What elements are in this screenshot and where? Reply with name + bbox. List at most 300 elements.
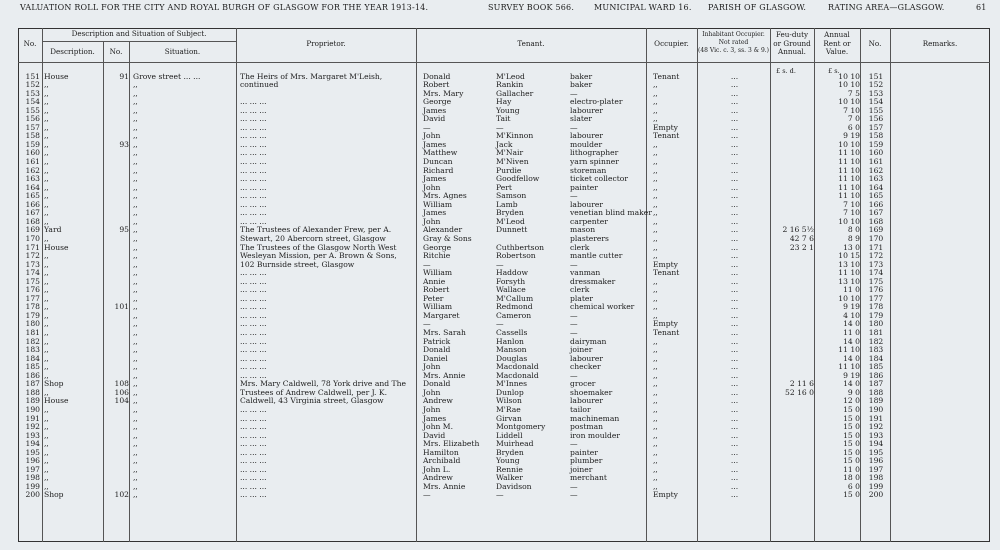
- proprietor: ... ... ...: [240, 430, 267, 440]
- situation: ,,: [133, 97, 138, 107]
- row-number: 161: [25, 157, 40, 166]
- row-number-right: 192: [868, 422, 884, 432]
- description: ,,: [44, 259, 49, 269]
- tenant-surname: M'Nair: [496, 148, 524, 158]
- rent-line: Rent or: [823, 38, 851, 48]
- street-number: 91: [119, 71, 129, 81]
- annual-rent: 9 19: [843, 131, 860, 141]
- annual-rent: 4 10: [843, 310, 860, 320]
- feu-duty: 2 16 5½: [782, 225, 814, 235]
- tenant-surname: Redmond: [496, 302, 533, 312]
- description: ,,: [44, 430, 49, 440]
- street-number: 93: [119, 139, 129, 149]
- situation: ,,: [133, 413, 138, 423]
- row-number: 175: [25, 276, 40, 286]
- proprietor: ... ... ...: [240, 148, 267, 158]
- occupier-status: Empty: [653, 490, 678, 500]
- tenant-occupation: iron moulder: [570, 430, 621, 440]
- row-number: 199: [25, 481, 40, 491]
- occupier-status: ,,: [653, 293, 658, 303]
- proprietor: The Trustees of Alexander Frew, per A.: [240, 225, 392, 235]
- situation: ,,: [133, 122, 138, 132]
- table-row: [18, 115, 990, 124]
- proprietor: ... ... ...: [240, 464, 267, 474]
- row-number-right: 196: [868, 456, 884, 466]
- proprietor: ... ... ...: [240, 105, 267, 115]
- tenant-occupation: —: [570, 490, 578, 500]
- situation: ,,: [133, 353, 138, 363]
- annual-rent: 14 0: [843, 319, 860, 329]
- col-header-occupier: Occupier.: [654, 39, 689, 48]
- tenant-forename: John: [423, 131, 441, 141]
- annual-rent: 11 10: [838, 268, 860, 278]
- inhabitant-occupier: ...: [730, 148, 739, 158]
- tenant-surname: —: [496, 490, 504, 500]
- annual-rent: 9 19: [843, 302, 860, 312]
- situation: ,,: [133, 199, 138, 209]
- tenant-surname: Girvan: [496, 413, 522, 423]
- row-number-right: 181: [868, 328, 884, 337]
- description: ,,: [44, 122, 49, 132]
- tenant-forename: John: [423, 216, 441, 226]
- situation: ,,: [133, 216, 138, 226]
- row-number: 172: [25, 251, 40, 261]
- rating-area: RATING AREA—GLASGOW.: [828, 3, 945, 12]
- tenant-surname: Cassells: [496, 328, 528, 337]
- row-number-right: 186: [868, 370, 884, 380]
- feu-line: or Ground: [773, 38, 811, 48]
- survey-book: SURVEY BOOK 566.: [488, 3, 575, 12]
- tenant-surname: Bryden: [496, 447, 524, 457]
- row-number-right: 194: [868, 439, 884, 449]
- occupier-status: Tenant: [653, 71, 680, 81]
- col-header-remarks: Remarks.: [922, 39, 958, 48]
- inhabitant-occupier: ...: [730, 122, 739, 132]
- tenant-occupation: ticket collector: [570, 174, 628, 184]
- situation: ,,: [133, 268, 138, 278]
- proprietor: ... ... ...: [240, 268, 267, 278]
- annual-rent: 15 0: [843, 422, 860, 432]
- inhabitant-occupier: ...: [730, 362, 739, 372]
- tenant-surname: Young: [496, 456, 520, 466]
- situation: ,,: [133, 233, 138, 243]
- description: ,,: [44, 139, 49, 149]
- tenant-surname: Cameron: [496, 310, 532, 320]
- tenant-occupation: —: [570, 310, 578, 320]
- proprietor: ... ... ...: [240, 97, 267, 107]
- situation: ,,: [133, 148, 138, 158]
- proprietor: ... ... ...: [240, 370, 267, 380]
- tenant-forename: Mrs. Sarah: [423, 328, 466, 337]
- situation: ,,: [133, 387, 138, 397]
- occupier-status: ,,: [653, 379, 658, 389]
- row-number: 180: [25, 319, 40, 329]
- description: ,,: [44, 174, 49, 184]
- tenant-forename: Gray & Sons: [423, 233, 472, 243]
- row-number-right: 152: [868, 80, 884, 90]
- proprietor: ... ... ...: [240, 413, 267, 423]
- row-number: 188: [25, 387, 40, 397]
- occupier-status: ,,: [653, 447, 658, 457]
- description: ,,: [44, 439, 49, 449]
- occupier-status: ,,: [653, 473, 658, 483]
- tenant-forename: James: [423, 105, 447, 115]
- row-number: 178: [25, 302, 40, 312]
- situation: ,,: [133, 208, 138, 218]
- inhabitant-occupier: ...: [730, 387, 739, 397]
- occupier-status: ,,: [653, 208, 658, 218]
- row-number-right: 190: [868, 404, 884, 414]
- description: ,,: [44, 114, 49, 124]
- col-header-inhabitant: [697, 31, 770, 55]
- tenant-surname: Goodfellow: [496, 174, 540, 184]
- situation: ,,: [133, 430, 138, 440]
- row-number: 168: [25, 216, 40, 226]
- tenant-occupation: —: [570, 88, 578, 98]
- proprietor: ... ... ...: [240, 456, 267, 466]
- proprietor: ... ... ...: [240, 404, 267, 414]
- description: ,,: [44, 131, 49, 141]
- inhabitant-occupier: ...: [730, 97, 739, 107]
- col-header-proprietor: Proprietor.: [306, 39, 346, 48]
- inhabitant-occupier: ...: [730, 251, 739, 261]
- inhabitant-occupier: ...: [730, 131, 739, 141]
- tenant-forename: George: [423, 242, 452, 252]
- tenant-forename: David: [423, 114, 446, 124]
- tenant-forename: —: [423, 122, 431, 132]
- situation: ,,: [133, 157, 138, 166]
- col-header-feu-duty: [770, 31, 814, 57]
- proprietor: ... ... ...: [240, 276, 267, 286]
- description: ,,: [44, 157, 49, 166]
- row-number-right: 183: [868, 345, 884, 355]
- tenant-surname: Young: [496, 105, 520, 115]
- tenant-forename: Matthew: [423, 148, 458, 158]
- situation: ,,: [133, 439, 138, 449]
- occupier-status: ,,: [653, 191, 658, 201]
- row-number-right: 171: [868, 242, 884, 252]
- row-number: 182: [25, 336, 40, 346]
- annual-rent: 10 10: [838, 139, 860, 149]
- tenant-forename: —: [423, 319, 431, 329]
- tenant-forename: John: [423, 387, 441, 397]
- tenant-surname: Macdonald: [496, 362, 539, 372]
- row-number: 170: [25, 233, 40, 243]
- tenant-occupation: dressmaker: [570, 276, 616, 286]
- description: ,,: [44, 387, 49, 397]
- description: Shop: [44, 490, 64, 500]
- tenant-occupation: —: [570, 122, 578, 132]
- proprietor: ... ... ...: [240, 473, 267, 483]
- inhabitant-occupier: ...: [730, 464, 739, 474]
- tenant-occupation: moulder: [570, 139, 603, 149]
- tenant-occupation: plumber: [570, 456, 603, 466]
- tenant-surname: Wilson: [496, 396, 522, 406]
- tenant-forename: James: [423, 174, 447, 184]
- tenant-occupation: shoemaker: [570, 387, 613, 397]
- description: ,,: [44, 362, 49, 372]
- description: ,,: [44, 276, 49, 286]
- situation: ,,: [133, 276, 138, 286]
- annual-rent: 15 0: [843, 447, 860, 457]
- situation: ,,: [133, 456, 138, 466]
- occupier-status: ,,: [653, 157, 658, 166]
- inhabitant-occupier: ...: [730, 157, 739, 166]
- annual-rent: 11 0: [843, 285, 860, 295]
- tenant-occupation: storeman: [570, 165, 607, 175]
- situation: ,,: [133, 174, 138, 184]
- row-number-right: 153: [868, 88, 884, 98]
- row-number: 169: [25, 225, 40, 235]
- tenant-surname: Forsyth: [496, 276, 526, 286]
- tenant-surname: Muirhead: [496, 439, 534, 449]
- inhabitant-occupier: ...: [730, 481, 739, 491]
- description: ,,: [44, 319, 49, 329]
- annual-rent: 10 10: [838, 216, 860, 226]
- inhabitant-occupier: ...: [730, 379, 739, 389]
- tenant-forename: Ritchie: [423, 251, 451, 261]
- situation: ,,: [133, 310, 138, 320]
- tenant-surname: Douglas: [496, 353, 528, 363]
- row-number: 184: [25, 353, 40, 363]
- row-number: 162: [25, 165, 40, 175]
- row-number-right: 195: [868, 447, 884, 457]
- inhabitant-occupier: ...: [730, 328, 739, 337]
- row-number: 153: [25, 88, 40, 98]
- inhabitant-occupier: ...: [730, 182, 739, 192]
- inhabitant-occupier: ...: [730, 233, 739, 243]
- description: ,,: [44, 464, 49, 474]
- description: ,,: [44, 105, 49, 115]
- annual-rent: 11 10: [838, 182, 860, 192]
- row-number: 177: [25, 293, 40, 303]
- col-header-annual-rent: [814, 31, 860, 57]
- row-number: 151: [25, 71, 40, 81]
- annual-rent: 10 10: [838, 97, 860, 107]
- occupier-status: ,,: [653, 413, 658, 423]
- tenant-surname: M'Niven: [496, 157, 529, 166]
- proprietor: 102 Burnside street, Glasgow: [240, 259, 355, 269]
- tenant-forename: —: [423, 259, 431, 269]
- row-number: 200: [25, 490, 40, 500]
- col-header-no3: No.: [868, 39, 882, 48]
- annual-rent: 6 0: [847, 481, 860, 491]
- row-number: 152: [25, 80, 40, 90]
- roll-title: VALUATION ROLL FOR THE CITY AND ROYAL BURGH OF GLASGOW FOR THE YEAR 1913-14.: [20, 3, 429, 12]
- tenant-occupation: merchant: [570, 473, 607, 483]
- occupier-status: Empty: [653, 319, 678, 329]
- tenant-forename: John: [423, 362, 441, 372]
- tenant-surname: Dunnett: [496, 225, 528, 235]
- occupier-status: ,,: [653, 97, 658, 107]
- occupier-status: ,,: [653, 242, 658, 252]
- row-number-right: 198: [868, 473, 884, 483]
- tenant-surname: Bryden: [496, 208, 524, 218]
- description: House: [44, 71, 69, 81]
- proprietor: ... ... ...: [240, 293, 267, 303]
- occupier-status: ,,: [653, 310, 658, 320]
- row-number-right: 180: [868, 319, 884, 329]
- group-rule: [42, 41, 236, 42]
- inhabitant-occupier: ...: [730, 439, 739, 449]
- inhabitant-occupier: ...: [730, 422, 739, 432]
- annual-rent: 15 0: [843, 439, 860, 449]
- row-number-right: 165: [868, 191, 884, 201]
- situation: ,,: [133, 259, 138, 269]
- tenant-surname: Dunlop: [496, 387, 524, 397]
- proprietor: ... ... ...: [240, 122, 267, 132]
- inhabitant-occupier: ...: [730, 473, 739, 483]
- inhabitant-occupier: ...: [730, 276, 739, 286]
- annual-rent: 7 10: [843, 208, 860, 218]
- occupier-status: ,,: [653, 302, 658, 312]
- inhabitant-occupier: ...: [730, 353, 739, 363]
- annual-rent: 9 19: [843, 370, 860, 380]
- inhabitant-occupier: ...: [730, 490, 739, 500]
- municipal-ward: MUNICIPAL WARD 16.: [594, 3, 692, 12]
- annual-rent: 15 0: [843, 490, 860, 500]
- annual-rent: 7 0: [847, 114, 860, 124]
- proprietor: ... ... ...: [240, 131, 267, 141]
- annual-rent: 11 10: [838, 174, 860, 184]
- occupier-status: ,,: [653, 182, 658, 192]
- situation: ,,: [133, 379, 138, 389]
- tenant-occupation: labourer: [570, 105, 604, 115]
- row-number-right: 185: [868, 362, 884, 372]
- row-number-right: 189: [868, 396, 884, 406]
- proprietor: ... ... ...: [240, 199, 267, 209]
- description: ,,: [44, 80, 49, 90]
- inhabitant-occupier: ...: [730, 336, 739, 346]
- annual-rent: 11 10: [838, 345, 860, 355]
- row-number: 164: [25, 182, 40, 192]
- description: ,,: [44, 199, 49, 209]
- situation: ,,: [133, 370, 138, 380]
- row-number-right: 191: [868, 413, 884, 423]
- situation: ,,: [133, 251, 138, 261]
- occupier-status: ,,: [653, 88, 658, 98]
- row-number: 171: [25, 242, 40, 252]
- occupier-status: ,,: [653, 464, 658, 474]
- annual-rent: 13 10: [838, 259, 860, 269]
- tenant-surname: Purdie: [496, 165, 522, 175]
- inhabitant-occupier: ...: [730, 396, 739, 406]
- description: ,,: [44, 182, 49, 192]
- situation: ,,: [133, 404, 138, 414]
- inhabitant-occupier: ...: [730, 370, 739, 380]
- tenant-surname: M'Innes: [496, 379, 528, 389]
- tenant-forename: Robert: [423, 80, 450, 90]
- row-number: 198: [25, 473, 40, 483]
- tenant-surname: —: [496, 319, 504, 329]
- proprietor: ... ... ...: [240, 447, 267, 457]
- tenant-occupation: labourer: [570, 353, 604, 363]
- situation: ,,: [133, 464, 138, 474]
- description: ,,: [44, 473, 49, 483]
- row-number: 196: [25, 456, 40, 466]
- col-header-situation: Situation.: [164, 47, 201, 56]
- row-number: 167: [25, 208, 40, 218]
- tenant-forename: Richard: [423, 165, 454, 175]
- tenant-occupation: venetian blind maker: [570, 208, 652, 218]
- occupier-status: ,,: [653, 216, 658, 226]
- street-number: 95: [119, 225, 129, 235]
- occupier-status: ,,: [653, 481, 658, 491]
- annual-rent: 6 0: [847, 122, 860, 132]
- tenant-occupation: baker: [570, 71, 593, 81]
- tenant-forename: —: [423, 490, 431, 500]
- tenant-surname: Liddell: [496, 430, 523, 440]
- row-number-right: 154: [868, 97, 884, 107]
- description: ,,: [44, 165, 49, 175]
- annual-rent: 15 0: [843, 404, 860, 414]
- feu-duty: 42 7 6: [789, 233, 814, 243]
- row-number: 157: [25, 122, 40, 132]
- occupier-status: ,,: [653, 165, 658, 175]
- tenant-occupation: mantle cutter: [570, 251, 623, 261]
- description: ,,: [44, 456, 49, 466]
- description: ,,: [44, 191, 49, 201]
- annual-rent: 18 0: [843, 473, 860, 483]
- description: ,,: [44, 148, 49, 158]
- row-number-right: 161: [868, 157, 884, 166]
- row-number: 193: [25, 430, 40, 440]
- row-number: 197: [25, 464, 40, 474]
- annual-rent: 13 0: [843, 242, 860, 252]
- tenant-occupation: chemical worker: [570, 302, 635, 312]
- description: ,,: [44, 216, 49, 226]
- street-number: 104: [114, 396, 129, 406]
- inhabitant-occupier: ...: [730, 208, 739, 218]
- col-header-tenant: Tenant.: [517, 39, 545, 48]
- tenant-occupation: dairyman: [570, 336, 607, 346]
- tenant-surname: Gallacher: [496, 88, 534, 98]
- row-number-right: 163: [868, 174, 884, 184]
- proprietor: ... ... ...: [240, 191, 267, 201]
- row-number: 160: [25, 148, 40, 158]
- tenant-occupation: postman: [570, 422, 604, 432]
- inhabitant-occupier: ...: [730, 165, 739, 175]
- tenant-surname: M'Kinnon: [496, 131, 534, 141]
- proprietor: ... ... ...: [240, 174, 267, 184]
- tenant-surname: Walker: [496, 473, 523, 483]
- situation: ,,: [133, 396, 138, 406]
- annual-rent: 11 10: [838, 157, 860, 166]
- page-header: [18, 3, 993, 17]
- description: ,,: [44, 481, 49, 491]
- annual-rent: 14 0: [843, 353, 860, 363]
- tenant-forename: James: [423, 208, 447, 218]
- row-number: 186: [25, 370, 40, 380]
- situation: ,,: [133, 105, 138, 115]
- proprietor: ... ... ...: [240, 345, 267, 355]
- feu-line: Feu-duty: [775, 30, 809, 39]
- tenant-forename: Mrs. Agnes: [423, 191, 467, 201]
- occupier-status: Tenant: [653, 268, 680, 278]
- proprietor: ... ... ...: [240, 216, 267, 226]
- feu-duty: 23 2 1: [789, 242, 814, 252]
- proprietor: ... ... ...: [240, 114, 267, 124]
- situation: ,,: [133, 114, 138, 124]
- tenant-surname: Manson: [496, 345, 527, 355]
- tenant-forename: Margaret: [423, 310, 460, 320]
- tenant-occupation: grocer: [570, 379, 596, 389]
- situation: ,,: [133, 293, 138, 303]
- inhabitant-line: Not rated: [718, 39, 749, 46]
- occupier-status: ,,: [653, 114, 658, 124]
- description: ,,: [44, 345, 49, 355]
- tenant-occupation: clerk: [570, 285, 590, 295]
